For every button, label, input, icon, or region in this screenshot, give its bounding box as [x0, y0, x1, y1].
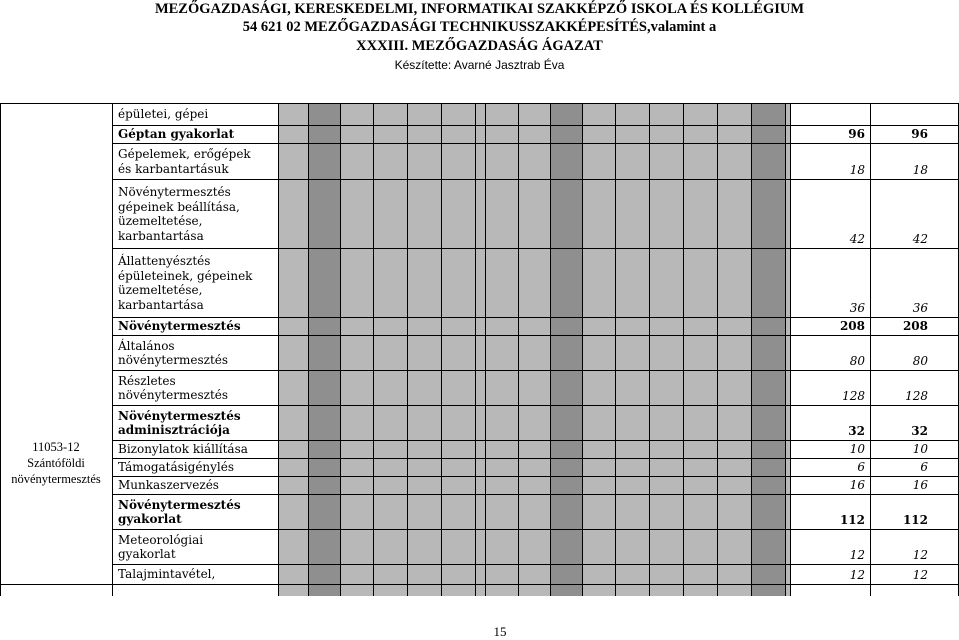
grid-vline: [683, 103, 684, 596]
subject-label: üzemeltetése,: [118, 214, 203, 228]
subject-label: gyakorlat: [118, 547, 176, 561]
grid-vline: [407, 103, 408, 596]
grid-vline: [615, 103, 616, 596]
shaded-column: [485, 103, 518, 596]
shaded-column: [475, 103, 485, 596]
hours-total-value: 96: [911, 127, 928, 141]
module-name-line1: Szántóföldi: [27, 456, 85, 470]
hours-value: 208: [839, 319, 865, 333]
shaded-column: [373, 103, 407, 596]
subject-label: és karbantartásuk: [118, 161, 229, 176]
header-author: Készítette: Avarné Jasztrab Éva: [394, 58, 565, 72]
hours-value: 18: [849, 163, 865, 177]
hours-value: 12: [849, 548, 865, 562]
hours-total-value: 80: [912, 354, 928, 368]
hours-total-value: 12: [912, 568, 928, 582]
grid-vline: [550, 103, 551, 596]
hours-total-value: 12: [912, 548, 928, 562]
hours-total-value: 6: [920, 460, 928, 474]
subject-label: Munkaszervezés: [118, 478, 219, 493]
subject-label: Növénytermesztés: [118, 185, 231, 199]
hours-total-value: 112: [902, 513, 928, 527]
subject-label: Általános: [118, 338, 175, 353]
subject-label: karbantartása: [118, 297, 204, 312]
hours-value: 42: [849, 232, 865, 246]
grid-vline: [518, 103, 519, 596]
shaded-column: [550, 103, 582, 596]
hours-total-value: 42: [912, 232, 928, 246]
subject-label: gépeinek beállítása,: [118, 199, 240, 214]
hours-total-value: 208: [902, 319, 928, 333]
grid-vline: [373, 103, 374, 596]
hours-total-value: 32: [911, 424, 928, 438]
subject-label: Növénytermesztés: [118, 497, 241, 512]
hours-value: 12: [849, 568, 865, 582]
subject-label: Növénytermesztés: [118, 319, 241, 334]
grid-vline: [790, 103, 791, 596]
hours-value: 6: [857, 460, 865, 474]
grid-hline: [112, 405, 959, 406]
subject-label: Bizonylatok kiállítása: [118, 442, 248, 457]
hours-value: 36: [849, 301, 865, 315]
grid-hline: [112, 125, 959, 126]
grid-hline: [0, 584, 959, 585]
grid-vline: [112, 103, 113, 596]
shaded-column: [649, 103, 683, 596]
header-school-name: MEZŐGAZDASÁGI, KERESKEDELMI, INFORMATIKAI SZAKKÉPZŐ ISKOLA ÉS KOLLÉGIUM: [154, 1, 805, 17]
hours-value: 10: [849, 442, 865, 456]
grid-hline: [112, 564, 959, 565]
grid-vline: [785, 103, 786, 596]
header-qualification: 54 621 02 MEZŐGAZDASÁGI TECHNIKUSSZAKKÉPESÍTÉS,valamint a: [242, 19, 717, 35]
grid-hline: [0, 103, 959, 104]
hours-value: 16: [849, 478, 865, 492]
hours-value: 112: [839, 513, 865, 527]
shaded-column: [582, 103, 615, 596]
grid-vline: [0, 103, 1, 596]
grid-vline: [751, 103, 752, 596]
subject-label: Géptan gyakorlat: [118, 127, 235, 142]
module-name-line2: növénytermesztés: [11, 472, 101, 486]
shaded-column: [340, 103, 373, 596]
subject-label: épületeinek, gépeinek: [118, 268, 253, 283]
page-number: 15: [493, 624, 507, 639]
grid-hline: [112, 440, 959, 441]
grid-vline: [475, 103, 476, 596]
hours-total-value: 36: [912, 301, 928, 315]
grid-vline: [441, 103, 442, 596]
grid-vline: [582, 103, 583, 596]
hours-total-value: 18: [912, 163, 928, 177]
shaded-column: [308, 103, 340, 596]
subject-label: Támogatásigénylés: [118, 460, 235, 475]
subject-label: növénytermesztés: [118, 388, 229, 402]
subject-label: Meteorológiai: [118, 532, 204, 547]
shaded-column: [683, 103, 717, 596]
grid-vline: [485, 103, 486, 596]
shaded-column: [441, 103, 475, 596]
header-sector: XXXIII. MEZŐGAZDASÁG ÁGAZAT: [356, 38, 603, 54]
hours-total-value: 16: [912, 478, 928, 492]
subject-label: karbantartása: [118, 228, 204, 243]
subject-label: gyakorlat: [118, 512, 182, 526]
subject-label: Állattenyésztés: [118, 254, 211, 268]
hours-value: 96: [848, 127, 865, 141]
subject-label: üzemeltetése,: [118, 283, 203, 297]
subject-label: növénytermesztés: [118, 353, 229, 367]
grid-hline: [112, 494, 959, 495]
grid-vline: [870, 103, 871, 596]
grid-hline: [112, 248, 959, 249]
grid-vline: [717, 103, 718, 596]
grid-hline: [112, 529, 959, 530]
subject-label: Növénytermesztés: [118, 408, 241, 423]
subject-label: épületei, gépei: [118, 107, 209, 122]
shaded-column: [717, 103, 751, 596]
grid-hline: [112, 458, 959, 459]
hours-value: 32: [848, 424, 865, 438]
subject-label: Gépelemek, erőgépek: [118, 147, 251, 161]
grid-vline: [649, 103, 650, 596]
grid-vline: [308, 103, 309, 596]
grid-hline: [112, 370, 959, 371]
hours-total-value: 10: [912, 442, 928, 456]
subject-label: Talajmintavétel,: [118, 567, 216, 582]
shaded-column: [518, 103, 550, 596]
grid-vline: [340, 103, 341, 596]
hours-value: 128: [842, 389, 865, 403]
subject-label: adminisztrációja: [118, 423, 230, 437]
grid-hline: [112, 317, 959, 318]
shaded-column: [407, 103, 441, 596]
grid-hline: [112, 179, 959, 180]
hours-total-value: 128: [905, 389, 928, 403]
shaded-column: [615, 103, 649, 596]
grid-hline: [112, 476, 959, 477]
grid-hline: [112, 335, 959, 336]
module-code: 11053-12: [32, 440, 80, 454]
curriculum-table: [0, 103, 959, 596]
grid-hline: [112, 143, 959, 144]
subject-label: Részletes: [118, 373, 176, 388]
shaded-column: [751, 103, 785, 596]
hours-value: 80: [849, 354, 865, 368]
